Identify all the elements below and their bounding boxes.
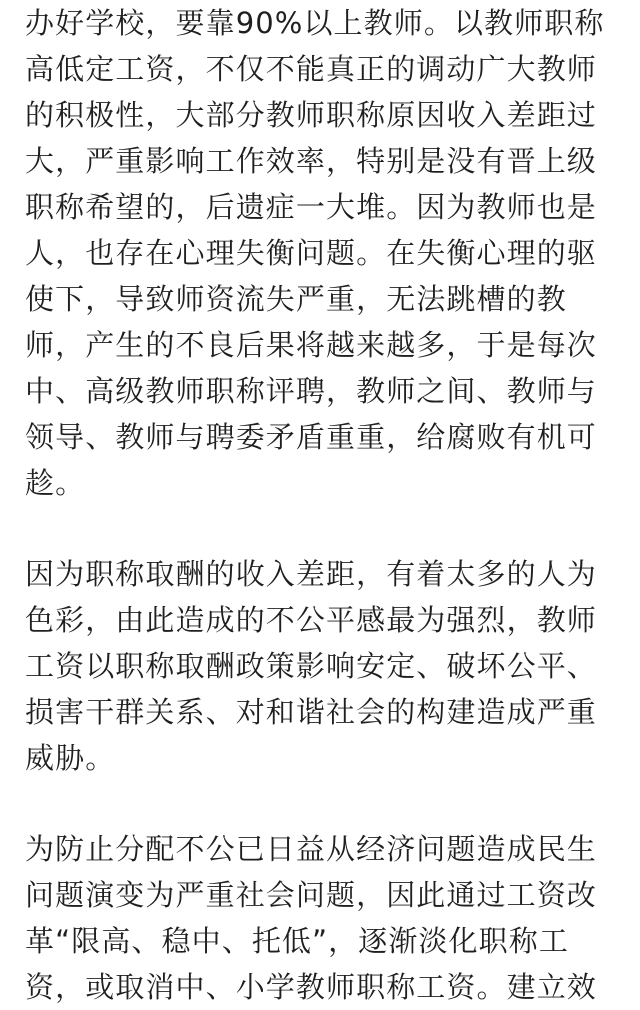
text-line: 问题演变为严重社会问题，因此通过工资改	[25, 878, 597, 912]
text-line: 因为职称取酬的收入差距，有着太多的人为	[25, 557, 597, 591]
text-line: 办好学校，要靠90%以上教师。以教师职称	[25, 6, 605, 40]
text-line: 职称希望的，后遗症一大堆。因为教师也是	[25, 190, 597, 224]
paragraph-2	[25, 551, 625, 781]
text-line: 师，产生的不良后果将越来越多，于是每次	[25, 328, 597, 362]
text-line: 中、高级教师职称评聘，教师之间、教师与	[25, 374, 597, 408]
text-line: 领导、教师与聘委矛盾重重，给腐败有机可	[25, 420, 597, 454]
text-line: 趁。	[25, 466, 86, 500]
text-line: 大，严重影响工作效率，特别是没有晋上级	[25, 144, 597, 178]
text-line: 资，或取消中、小学教师职称工资。建立效	[25, 970, 597, 1004]
text-line: 损害干群关系、对和谐社会的构建造成严重	[25, 695, 597, 729]
text-line: 威胁。	[25, 741, 116, 775]
paragraph-gap	[25, 781, 625, 826]
text-line: 人，也存在心理失衡问题。在失衡心理的驱	[25, 236, 597, 270]
text-line: 革“限高、稳中、托低”，逐渐淡化职称工	[25, 924, 569, 958]
text-line: 的积极性，大部分教师职称原因收入差距过	[25, 98, 597, 132]
article-body	[25, 0, 625, 1010]
text-line: 为防止分配不公已日益从经济问题造成民生	[25, 832, 597, 866]
text-line: 色彩，由此造成的不公平感最为强烈，教师	[25, 603, 597, 637]
paragraph-1	[25, 0, 625, 506]
paragraph-3	[25, 826, 625, 1010]
paragraph-gap	[25, 506, 625, 551]
text-line: 工资以职称取酬政策影响安定、破坏公平、	[25, 649, 597, 683]
text-line: 使下，导致师资流失严重，无法跳槽的教	[25, 282, 567, 316]
text-line: 高低定工资，不仅不能真正的调动广大教师	[25, 52, 597, 86]
